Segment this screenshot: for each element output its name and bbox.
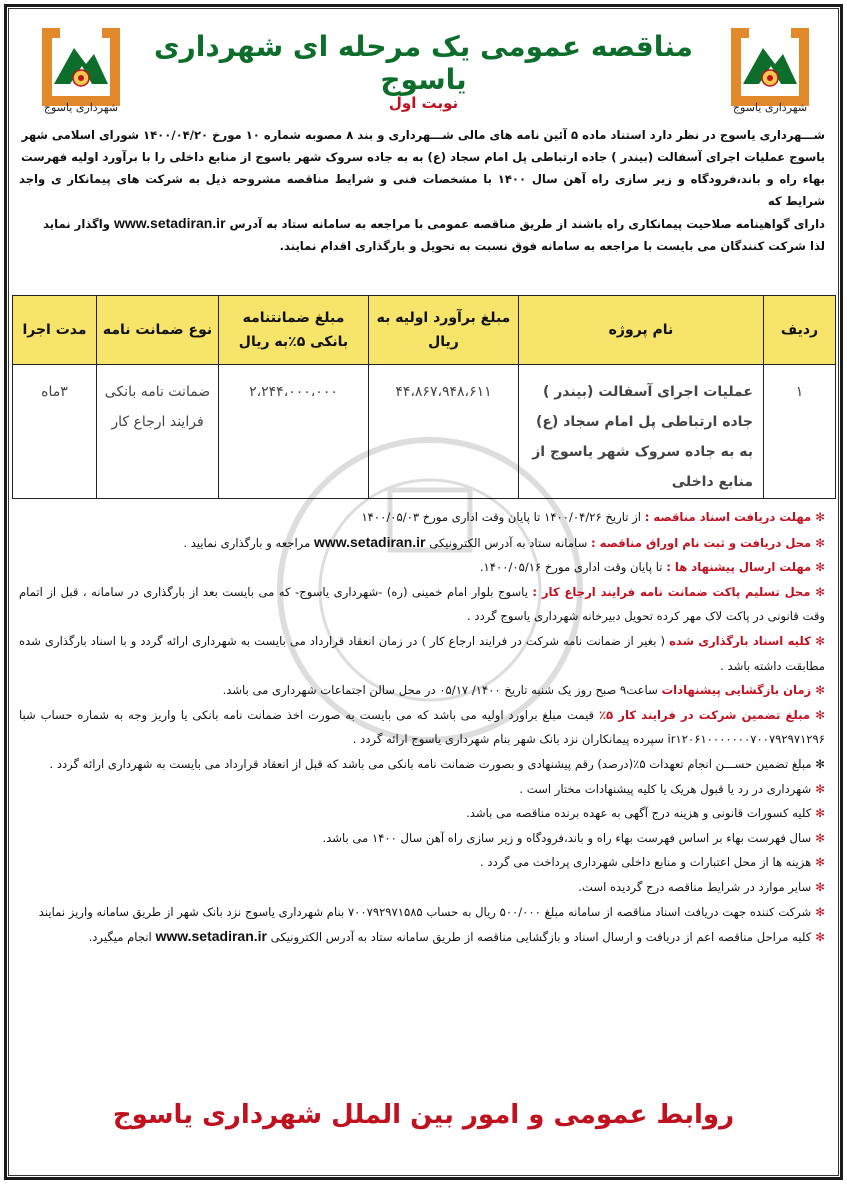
intro-line: شـــهرداری یاسوج در نظر دارد استناد ماده ۵ آئین نامه های مالی شـــهرداری و بند ۸ مصوبه شماره ۱۰ مورخ ۱۴۰۰/۰۴/۲۰ شورای اسلامی شهر <box>21 128 825 142</box>
list-item: ✻ مبلغ تضمین شرکت در فرایند کار ۵٪ قیمت مبلغ براورد اولیه می باشد که می بایست به صورت اخذ ضمانت نامه بانکی یا واریز وجه به شماره حساب شبا ir۱۲۰۶۱۰۰۰۰۰۰۰۷۰۰۷۹۲۹۷۱۲۹۶ سپرده پیمانکاران نزد بانک شهر بنام شهرداری یاسوج ارائه گردد . <box>19 707 825 747</box>
municipality-logo-right <box>729 26 811 118</box>
column-header-estimate: مبلغ برآورد اولیه به ریال <box>369 296 519 365</box>
logo-caption: شهرداری یاسوج <box>43 101 119 114</box>
mountain-flower-logo-icon <box>729 26 811 106</box>
setadiran-link[interactable]: www.setadiran.ir <box>155 928 267 945</box>
list-item: ✻ محل تسلیم پاکت ضمانت نامه فرایند ارجاع کار : یاسوج بلوار امام خمینی (ره) -شهرداری یاسوج- که می بایست بعد از بارگذاری در سامانه ، قبل از اتمام وقت قانونی در پاکت لاک مهر کرده تحویل دبیرخانه شهرداری یاسوج گردد . <box>19 584 826 624</box>
municipality-logo-left <box>40 26 122 118</box>
list-item: ✻ سال فهرست بهاء بر اساس فهرست بهاء راه و باند،فرودگاه و زیر سازی راه آهن سال ۱۴۰۰ می باشد. <box>322 830 825 845</box>
cell-guarantee: ۲،۲۴۴،۰۰۰،۰۰۰ <box>219 365 369 499</box>
list-item: ✻ شرکت کننده جهت دریافت اسناد مناقصه از سامانه مبلغ ۵۰۰/۰۰۰ ریال به حساب ۷۰۰۷۹۲۹۷۱۵۸۵ بنام شهرداری یاسوج نزد بانک شهر از طریق سامانه واریز نمایند <box>38 904 825 919</box>
table-header-row <box>13 296 836 365</box>
intro-line <box>19 212 825 235</box>
cell-estimate: ۴۴،۸۶۷،۹۴۸،۶۱۱ <box>369 365 519 499</box>
footer-signature: روابط عمومی و امور بین الملل شهرداری یاسوج <box>112 1100 735 1130</box>
list-item: ✻ مهلت ارسال پیشنهاد ها : تا پایان وقت اداری مورخ ۱۴۰۰/۰۵/۱۶. <box>479 560 825 575</box>
intro-line: یاسوج عملیات اجرای آسفالت (بیندر ) جاده ارتباطی پل امام سجاد (ع) به به جاده سروک شهر یاسوج از منابع داخلی را با برآورد اولیه فهرست <box>21 150 825 164</box>
conditions-list <box>19 505 825 950</box>
page-title: مناقصه عمومی یک مرحله ای شهرداری یاسوج <box>153 30 693 96</box>
cell-project: عملیات اجرای آسفالت (بیندر ) جاده ارتباطی پل امام سجاد (ع) به به جاده سروک شهر یاسوج از منابع داخلی <box>519 365 764 499</box>
column-header-guarantee-type: نوع ضمانت نامه <box>97 296 219 365</box>
intro-line: بهاء راه و باند،فرودگاه و زیر سازی راه آهن سال ۱۴۰۰ با مشخصات فنی و شرایط مناقصه مشروحه ذیل به شرکت های پیمانکار ی واجد شرایط که <box>19 172 825 208</box>
list-item: ✻ مبلغ تضمین حســـن انجام تعهدات ۵٪(درصد) رقم پیشنهادی و بصورت ضمانت نامه بانکی می باشد که قبل از انعقاد قرارداد می بایست به شهرداری ارائه گردد . <box>49 756 825 771</box>
list-item: ✻ هزینه ها از محل اعتبارات و منابع داخلی شهرداری پرداخت می گردد . <box>480 855 825 870</box>
mountain-flower-logo-icon <box>40 26 122 106</box>
list-item: ✻ کلیه کسورات قانونی و هزینه درج آگهی به عهده برنده مناقصه می باشد. <box>466 806 825 821</box>
list-item: ✻ زمان بازگشایی پیشنهادات ساعت۹ صبح روز یک شنبه تاریخ ۱۴۰۰/ ۰۵/۱۷ در محل سالن اجتماعات شهرداری می باشد. <box>222 683 825 698</box>
column-header-guarantee: مبلغ ضمانتنامه بانکی ۵٪به ریال <box>219 296 369 365</box>
intro-line: لذا شرکت کنندگان می بایست با مراجعه به سامانه فوق نسبت به تحویل و بارگذاری اقدام نمایند. <box>279 239 825 253</box>
intro-paragraph <box>19 124 825 257</box>
setadiran-link[interactable]: www.setadiran.ir <box>313 533 426 550</box>
page-subtitle: نوبت اول <box>388 94 459 112</box>
intro-text: واگذار نماید <box>43 217 110 231</box>
logo-caption: شهرداری یاسوج <box>732 101 808 114</box>
list-item: ✻ شهرداری در رد یا قبول هریک یا کلیه پیشنهادات مختار است . <box>519 781 825 796</box>
intro-text: دارای گواهینامه صلاحیت پیمانکاری راه باشند از طریق مناقصه عمومی با مراجعه به سامانه ستاد به آدرس <box>229 217 825 231</box>
cell-guarantee-type: ضمانت نامه بانکی فرایند ارجاع کار <box>97 365 219 499</box>
column-header-index: ردیف <box>764 296 836 365</box>
setadiran-link[interactable]: www.setadiran.ir <box>114 215 226 231</box>
list-item: ✻ کلیه اسناد بارگذاری شده ( بغیر از ضمانت نامه شرکت در فرایند ارجاع کار ) در زمان انعقاد قرارداد می بایست به شهرداری ارائه گردد و با اسناد بارگذاری شده مطابقت داشته باشد . <box>19 633 825 673</box>
list-item: ✻ مهلت دریافت اسناد مناقصه : از تاریخ ۱۴۰۰/۰۴/۲۶ تا پایان وقت اداری مورخ ۱۴۰۰/۰۵/۰۳ <box>361 510 825 524</box>
cell-index: ۱ <box>764 365 836 499</box>
column-header-project: نام پروژه <box>519 296 764 365</box>
list-item: ✻ محل دریافت و ثبت نام اوراق مناقصه : سامانه ستاد به آدرس الکترونیکی www.setadiran.ir مراجعه و بارگذاری نمایید . <box>183 533 825 550</box>
list-item: ✻ کلیه مراحل مناقصه اعم از دریافت و ارسال اسناد و بازگشایی مناقصه از طریق سامانه ستاد به آدرس الکترونیکی www.setadiran.ir انجام میگیرد. <box>88 928 825 945</box>
list-item: ✻ سایر موارد در شرایط مناقصه درج گردیده است. <box>578 879 825 894</box>
table-row <box>13 365 836 499</box>
column-header-duration: مدت اجرا <box>13 296 97 365</box>
tender-table <box>12 295 836 499</box>
cell-duration: ۳ماه <box>13 365 97 499</box>
